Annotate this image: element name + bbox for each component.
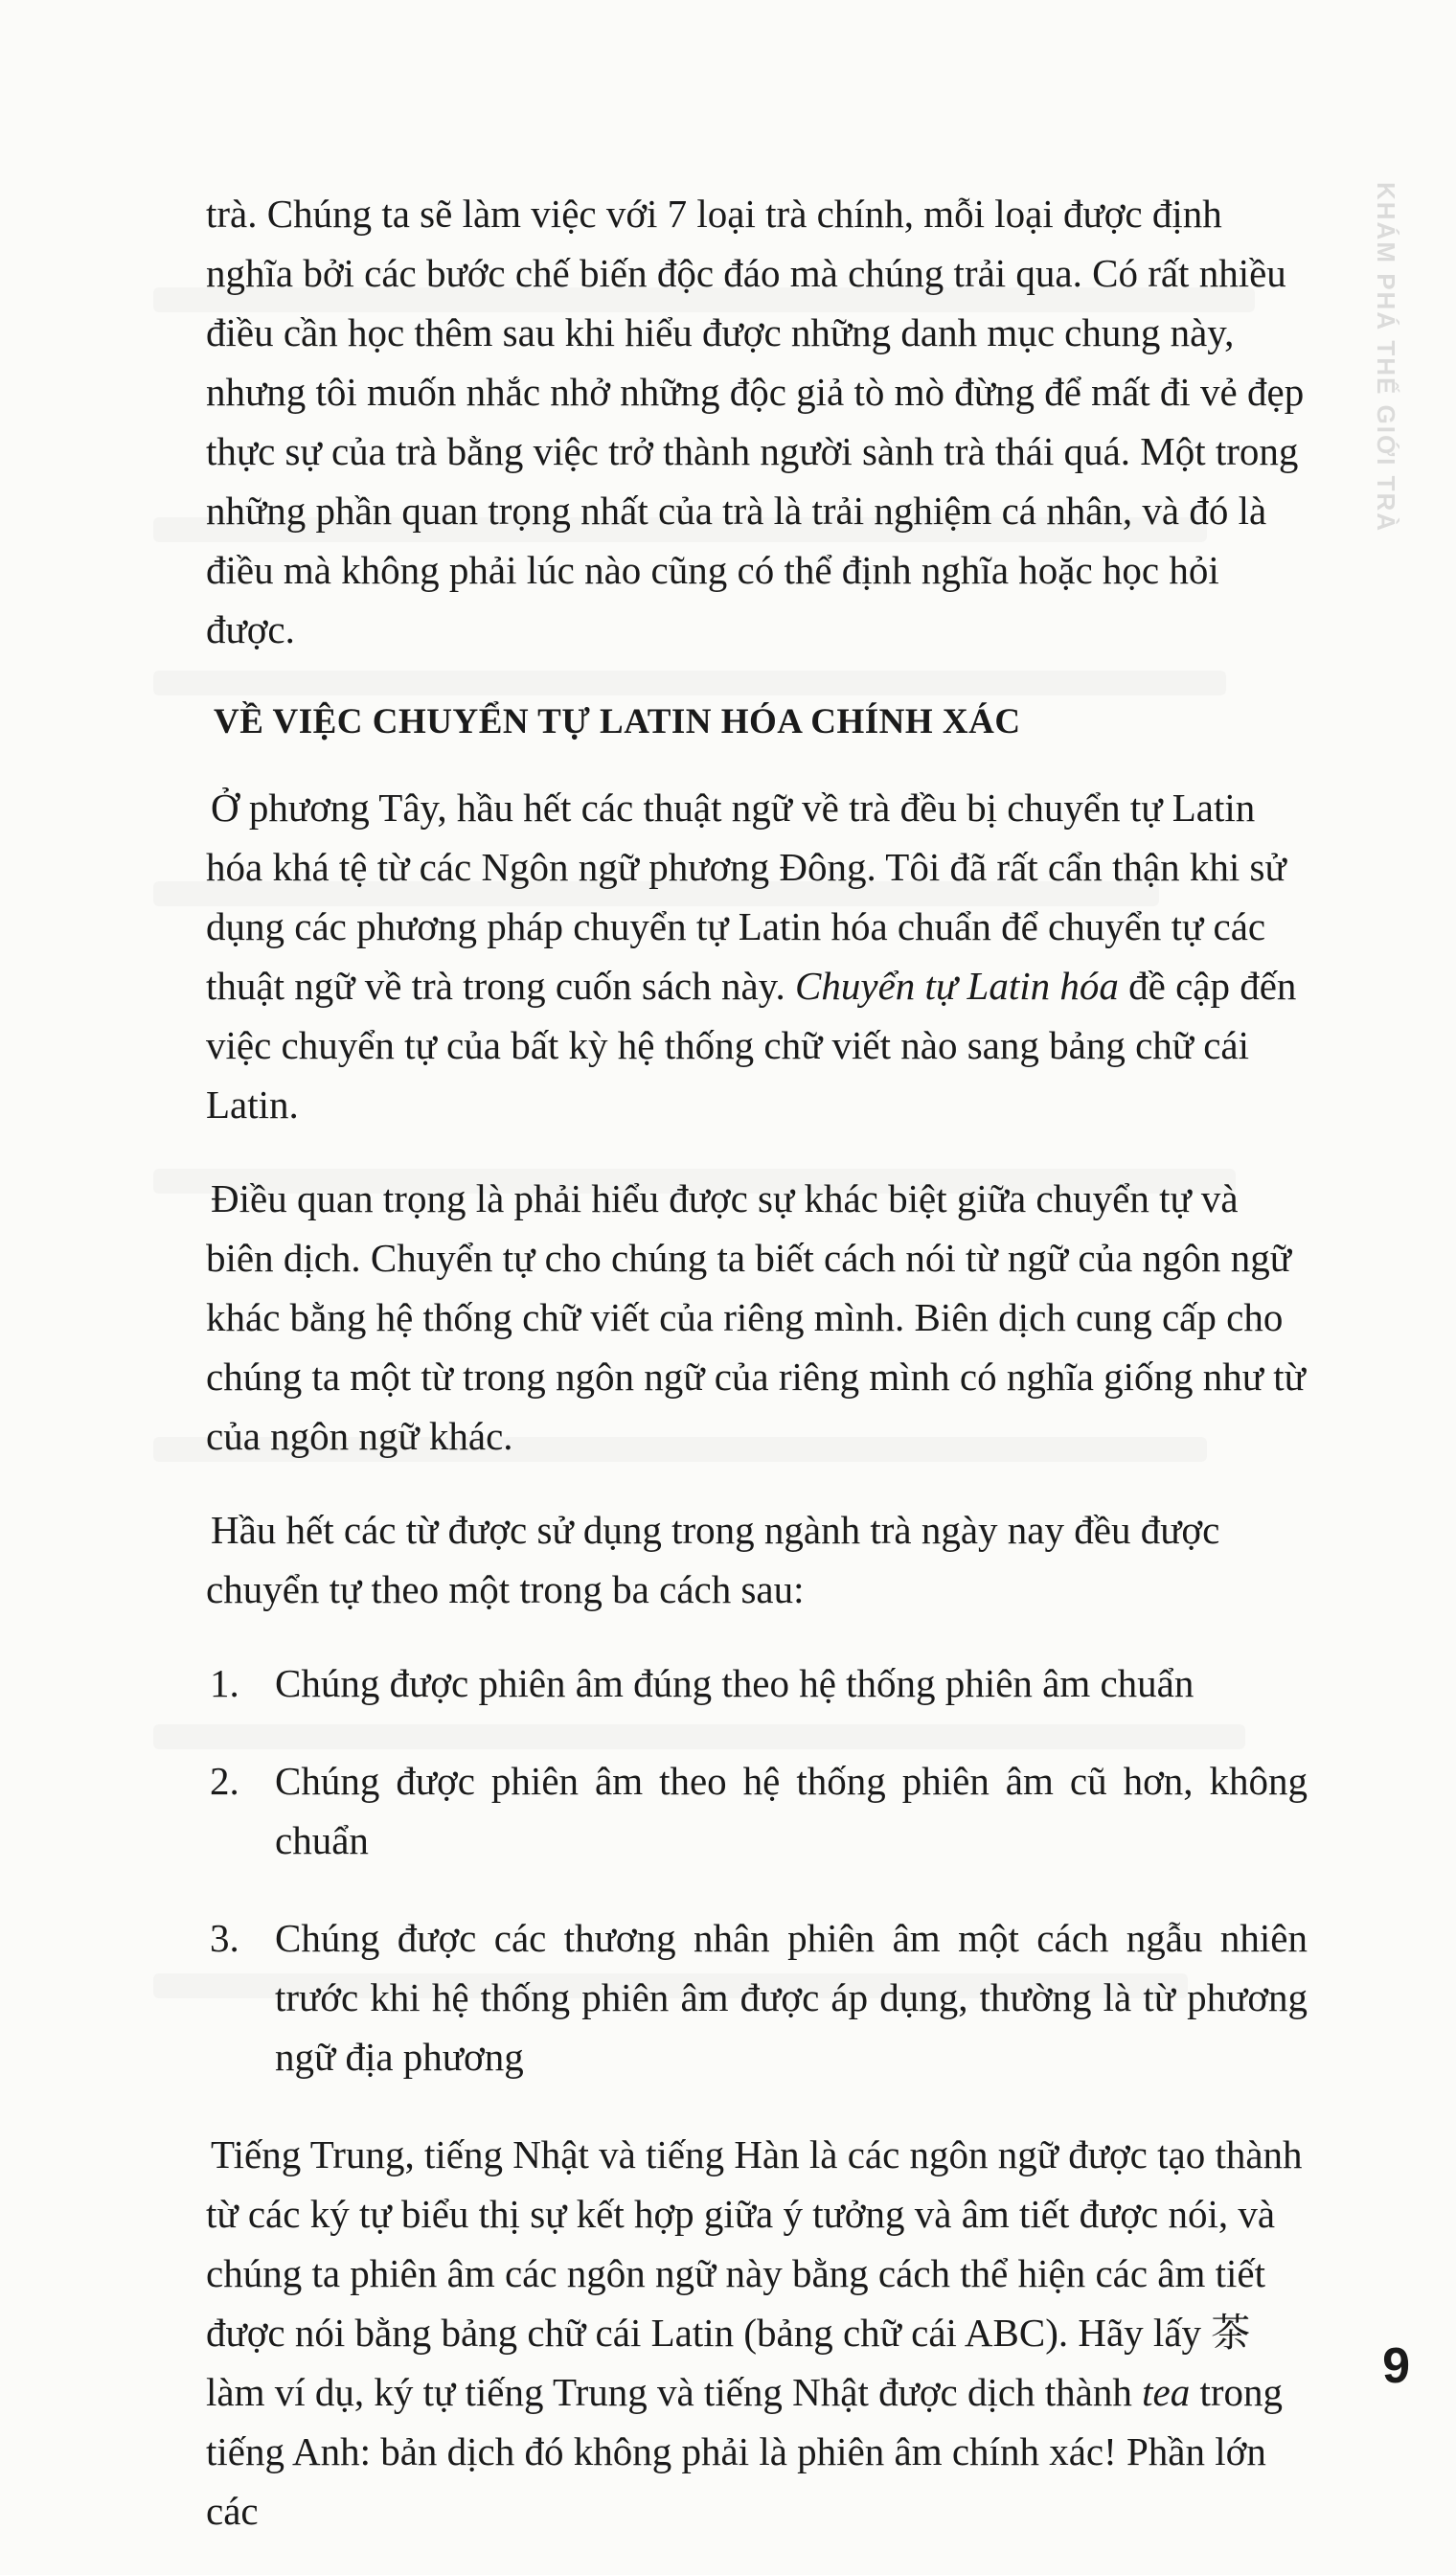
list-item bbox=[206, 1751, 1308, 1870]
paragraph-romanization-part-b: đề cập đến việc chuyển tự của bất kỳ hệ thống chữ viết nào sang bảng chữ cái Latin. bbox=[206, 964, 1297, 1127]
paragraph-three-ways: Hầu hết các từ được sử dụng trong ngành trà ngày nay đều được chuyển tự theo một trong ba cách sau: bbox=[206, 1508, 1220, 1611]
term-romanization: Chuyển tự Latin hóa bbox=[795, 964, 1119, 1008]
section-heading: VỀ VIỆC CHUYỂN TỰ LATIN HÓA CHÍNH XÁC bbox=[214, 702, 1021, 741]
page-number: 9 bbox=[1382, 2338, 1410, 2394]
list-text: Chúng được phiên âm đúng theo hệ thống phiên âm chuẩn bbox=[275, 1661, 1194, 1705]
term-tea: tea bbox=[1142, 2370, 1191, 2414]
paragraph-transliteration-vs-translation: Điều quan trọng là phải hiểu được sự khác biệt giữa chuyển tự và biên dịch. Chuyển tự cho chúng ta biết cách nói từ ngữ của ngôn ngữ khác bằng hệ thống chữ viết của riêng mình. Biên dịch cung cấp cho chúng ta một từ trong ngôn ngữ của riêng mình có nghĩa giống như từ của ngôn ngữ khác. bbox=[206, 1176, 1306, 1458]
numbered-list bbox=[206, 1653, 1308, 2086]
paragraph-intro: trà. Chúng ta sẽ làm việc với 7 loại trà chính, mỗi loại được định nghĩa bởi các bước chế biến độc đáo mà chúng trải qua. Có rất nhiều điều cần học thêm sau khi hiểu được những danh mục chung này, nhưng tôi muốn nhắc nhở những độc giả tò mò đừng để mất đi vẻ đẹp thực sự của trà bằng việc trở thành người sành trà thái quá. Một trong những phần quan trọng nhất của trà là trải nghiệm cá nhân, và đó là điều mà không phải lúc nào cũng có thể định nghĩa hoặc học hỏi được. bbox=[206, 192, 1305, 651]
page-body bbox=[206, 184, 1308, 2575]
paragraph-asian-languages-part-b: trong tiếng Anh: bản dịch đó không phải là phiên âm chính xác! Phần lớn các bbox=[206, 2370, 1284, 2533]
paragraph-romanization bbox=[206, 778, 1308, 1134]
list-number: 3. bbox=[210, 1916, 239, 1960]
list-number: 2. bbox=[210, 1759, 239, 1803]
paragraph-asian-languages bbox=[206, 2125, 1308, 2541]
spine-title: KHÁM PHÁ THẾ GIỚI TRÀ bbox=[1372, 182, 1400, 534]
list-text: Chúng được phiên âm theo hệ thống phiên âm cũ hơn, không chuẩn bbox=[275, 1759, 1308, 1862]
list-item bbox=[206, 1908, 1308, 2086]
list-text: Chúng được các thương nhân phiên âm một cách ngẫu nhiên trước khi hệ thống phiên âm được áp dụng, thường là từ phương ngữ địa phương bbox=[275, 1916, 1308, 2079]
list-item bbox=[206, 1653, 1308, 1713]
paragraph-asian-languages-part-a: Tiếng Trung, tiếng Nhật và tiếng Hàn là các ngôn ngữ được tạo thành từ các ký tự biểu thị sự kết hợp giữa ý tưởng và âm tiết được nói, và chúng ta phiên âm các ngôn ngữ này bằng cách thể hiện các âm tiết được nói bằng bảng chữ cái Latin (bảng chữ cái ABC). Hãy lấy 茶 làm ví dụ, ký tự tiếng Trung và tiếng Nhật được dịch thành bbox=[206, 2132, 1303, 2414]
paragraph-romanization-part-a: Ở phương Tây, hầu hết các thuật ngữ về trà đều bị chuyển tự Latin hóa khá tệ từ các Ngôn ngữ phương Đông. Tôi đã rất cẩn thận khi sử dụng các phương pháp chuyển tự Latin hóa chuẩn để chuyển tự các thuật ngữ về trà trong cuốn sách này. bbox=[206, 786, 1286, 1008]
list-number: 1. bbox=[210, 1661, 239, 1705]
